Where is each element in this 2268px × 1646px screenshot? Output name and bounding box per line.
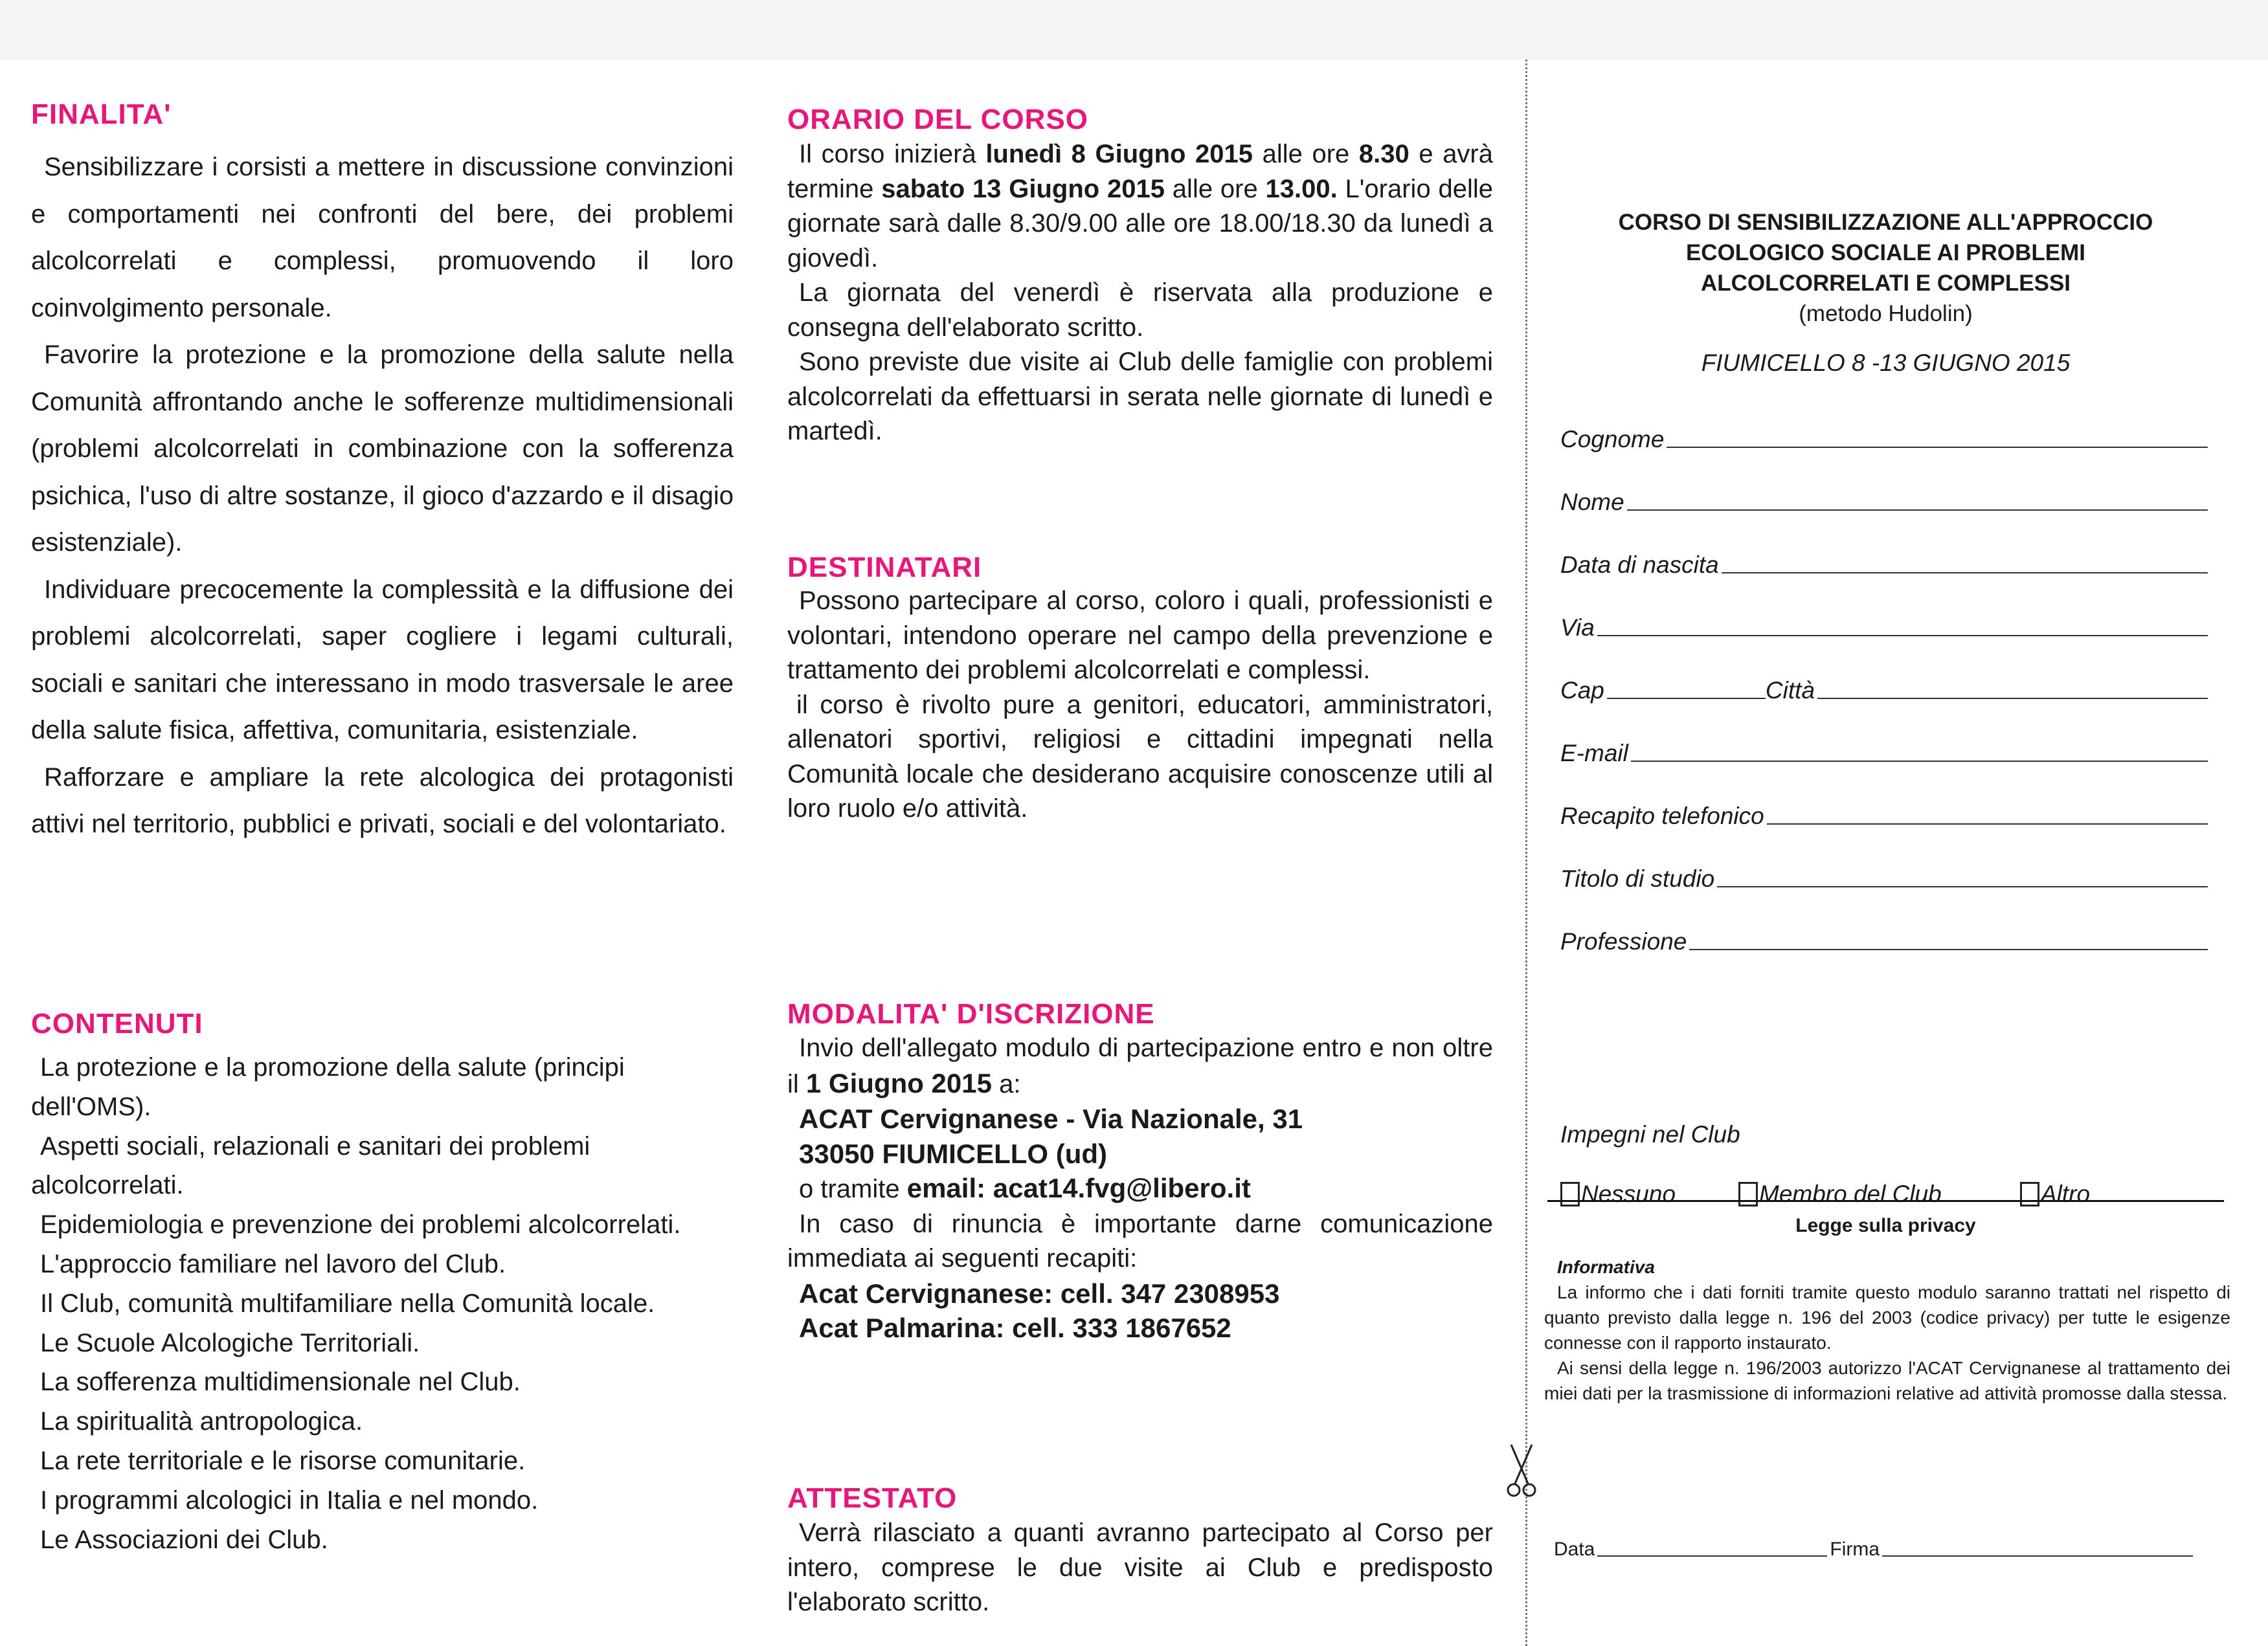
study-title-field[interactable]: [1560, 860, 2208, 893]
form-title-line: CORSO DI SENSIBILIZZAZIONE ALL'APPROCCIO: [1618, 210, 2153, 235]
field-line[interactable]: [1667, 447, 2208, 448]
signature-row: [1554, 1539, 2201, 1561]
checkbox[interactable]: [1738, 1182, 1758, 1207]
list-item: Aspetti sociali, relazionali e sanitari dei problemi alcolcorrelati.: [31, 1131, 590, 1200]
field-label: Titolo di studio: [1560, 865, 1715, 892]
birth-date-field[interactable]: [1560, 546, 2208, 579]
start-time: 8.30: [1358, 140, 1409, 168]
field-label: Cap: [1560, 677, 1604, 704]
form-subtitle: (metodo Hudolin): [1799, 301, 1973, 326]
via-field[interactable]: [1560, 609, 2208, 641]
start-date: lunedì 8 Giugno 2015: [985, 140, 1253, 168]
text: alle ore: [1165, 174, 1266, 203]
text: e avrà termine: [787, 140, 1494, 203]
privacy-paragraph: Ai sensi della legge n. 196/2003 autorizzo l'ACAT Cervignanese al trattamento dei miei dati per la trasmissione di informazioni relative ad attività promosse dalla stessa.: [1544, 1358, 2230, 1403]
field-line[interactable]: [1689, 949, 2208, 950]
finalita-text: [31, 144, 734, 848]
form-title-line: ALCOLCORRELATI E COMPLESSI: [1700, 271, 2071, 296]
text: L'orario delle giornate sarà dalle 8.30/9.00 alle ore 18.00/18.30 da lunedì a giovedì.: [787, 174, 1494, 272]
list-item: Le Associazioni dei Club.: [40, 1525, 328, 1554]
list-item: La spiritualità antropologica.: [40, 1407, 363, 1436]
end-time: 13.00.: [1265, 174, 1338, 203]
contenuti-list: [31, 1048, 734, 1559]
nome-field[interactable]: [1560, 484, 2208, 516]
text: a:: [991, 1069, 1021, 1098]
address-line: ACAT Cervignanese - Via Nazionale, 31: [799, 1104, 1303, 1134]
option-nessuno[interactable]: [1560, 1181, 1676, 1208]
option-membro[interactable]: [1738, 1181, 1942, 1208]
form-date: FIUMICELLO 8 -13 GIUGNO 2015: [1701, 350, 2071, 376]
scissors-icon: [1502, 1443, 1541, 1502]
privacy-text: [1544, 1280, 2230, 1406]
firma-label: Firma: [1830, 1539, 1880, 1560]
address-line: 33050 FIUMICELLO (ud): [799, 1138, 1108, 1169]
finalita-paragraph: Rafforzare e ampliare la rete alcologica dei protagonisti attivi nel territorio, pubblici e privati, sociali e del volontariato.: [31, 762, 734, 838]
email-link[interactable]: email: acat14.fvg@libero.it: [906, 1173, 1251, 1203]
destinatari-paragraph: Possono partecipare al corso, coloro i quali, professionisti e volontari, intendono operare nel campo della prevenzione e trattamento dei problemi alcolcorrelati e complessi.: [787, 586, 1493, 684]
field-label: Data di nascita: [1560, 551, 1719, 578]
field-label: E-mail: [1560, 740, 1628, 766]
list-item: Il Club, comunità multifamiliare nella Comunità locale.: [40, 1289, 655, 1318]
cognome-field[interactable]: [1560, 421, 2208, 453]
form-title-line: ECOLOGICO SOCIALE AI PROBLEMI: [1685, 240, 2086, 265]
phone-field[interactable]: [1560, 797, 2208, 830]
text: o tramite: [799, 1175, 907, 1203]
field-line[interactable]: [1767, 823, 2208, 825]
modalita-paragraph: [787, 1031, 1493, 1102]
field-label: Professione: [1560, 928, 1687, 955]
attestato-text: Verrà rilasciato a quanti avranno partecipato al Corso per intero, comprese le due visite ai Club e predisposto l'elaborato scritto.: [787, 1518, 1493, 1616]
list-item: Le Scuole Alcologiche Territoriali.: [40, 1328, 420, 1357]
privacy-paragraph: La informo che i dati forniti tramite questo modulo saranno trattati nel rispetto di quanto previsto dalla legge n. 196 del 2003 (codice privacy) per tutte le esigenze connesse con il rapporto instaurato.: [1544, 1282, 2230, 1353]
field-label: Nome: [1560, 489, 1624, 515]
field-line[interactable]: [1597, 635, 2208, 636]
finalita-heading: FINALITA': [31, 98, 172, 130]
text: alle ore: [1253, 140, 1359, 168]
deadline-date: 1 Giugno 2015: [805, 1067, 992, 1098]
rinuncia-paragraph: In caso di rinuncia è importante darne comunicazione immediata ai seguenti recapiti:: [787, 1209, 1493, 1273]
option-label: Altro: [2041, 1181, 2091, 1207]
contenuti-heading: CONTENUTI: [31, 1008, 203, 1040]
modalita-heading: MODALITA' D'ISCRIZIONE: [787, 998, 1155, 1030]
contact-line: Acat Cervignanese: cell. 347 2308953: [799, 1278, 1280, 1309]
field-line[interactable]: [1722, 572, 2208, 573]
attestato-heading: ATTESTATO: [787, 1482, 958, 1514]
email-line: [787, 1171, 1493, 1207]
list-item: L'approccio familiare nel lavoro del Club.: [40, 1249, 506, 1278]
destinatari-text: [787, 584, 1493, 827]
finalita-paragraph: Individuare precocemente la complessità e la diffusione dei problemi alcolcorrelati, saper cogliere i legami culturali, sociali e sanitari che interessano in modo trasversale le aree della salute fisica, affettiva, comunitaria, esistenziale.: [31, 575, 734, 744]
contact-line: Acat Palmarina: cell. 333 1867652: [799, 1313, 1231, 1343]
informativa-label: Informativa: [1557, 1257, 1655, 1277]
cut-line: [1525, 60, 1527, 1646]
option-label: Membro del Club: [1759, 1181, 1942, 1207]
option-label: Nessuno: [1581, 1181, 1676, 1207]
field-label: Recapito telefonico: [1560, 803, 1764, 829]
profession-field[interactable]: [1560, 923, 2208, 955]
finalita-paragraph: Favorire la protezione e la promozione della salute nella Comunità affrontando anche le sofferenze multidimensionali (problemi alcolcorrelati in combinazione con la sofferenza psichica, l'uso di altre sostanze, il gioco d'azzardo e il disagio esistenziale).: [31, 340, 734, 557]
checkbox[interactable]: [2020, 1182, 2039, 1207]
orario-paragraph: Sono previste due visite ai Club delle famiglie con problemi alcolcorrelati da effettuarsi in serata nelle giornate di lunedì e martedì.: [787, 348, 1493, 445]
list-item: I programmi alcologici in Italia e nel mondo.: [40, 1485, 539, 1515]
orario-paragraph: La giornata del venerdì è riservata alla produzione e consegna dell'elaborato scritto.: [787, 278, 1493, 342]
option-altro[interactable]: [2020, 1181, 2090, 1208]
field-label: Cognome: [1560, 426, 1665, 452]
form-header: [1541, 207, 2230, 377]
field-label: Via: [1560, 614, 1595, 641]
list-item: La protezione e la promozione della salute (principi dell'OMS).: [31, 1053, 625, 1121]
impegni-label: Impegni nel Club: [1560, 1121, 1740, 1148]
field-label: Città: [1765, 677, 1815, 704]
cap-line[interactable]: [1607, 698, 1766, 699]
brochure-sheet: [0, 60, 2268, 1646]
orario-heading: ORARIO DEL CORSO: [787, 104, 1089, 135]
finalita-paragraph: Sensibilizzare i corsisti a mettere in discussione convinzioni e comportamenti nei confronti del bere, dei problemi alcolcorrelati e complessi, promuovendo il loro coinvolgimento personale.: [31, 153, 734, 322]
data-line[interactable]: [1597, 1555, 1827, 1557]
text: Il corso inizierà: [799, 140, 986, 168]
cap-citta-field[interactable]: [1560, 672, 2208, 704]
checkbox[interactable]: [1560, 1182, 1580, 1207]
field-line[interactable]: [1627, 509, 2208, 511]
privacy-title: Legge sulla privacy: [1795, 1215, 1976, 1236]
firma-line[interactable]: [1882, 1555, 2193, 1557]
field-line[interactable]: [1717, 886, 2208, 887]
modalita-text: [787, 1031, 1493, 1346]
end-date: sabato 13 Giugno 2015: [881, 174, 1165, 203]
destinatari-heading: DESTINATARI: [787, 551, 982, 583]
list-item: Epidemiologia e prevenzione dei problemi alcolcorrelati.: [40, 1210, 681, 1240]
divider: [1547, 1200, 2224, 1202]
data-label: Data: [1554, 1539, 1595, 1560]
text: Invio dell'allegato modulo di partecipazione entro e non oltre il: [787, 1034, 1493, 1098]
list-item: La sofferenza multidimensionale nel Club.: [40, 1368, 521, 1397]
email-field[interactable]: [1560, 735, 2208, 767]
orario-paragraph: [787, 137, 1493, 276]
list-item: La rete territoriale e le risorse comunitarie.: [40, 1446, 526, 1475]
field-line[interactable]: [1631, 761, 2208, 762]
orario-text: [787, 137, 1493, 449]
destinatari-paragraph: il corso è rivolto pure a genitori, educatori, amministratori, allenatori sportivi, religiosi e cittadini impegnati nella Comunità locale che desiderano acquisire conoscenze utili al loro ruolo e/o attività.: [787, 690, 1493, 823]
citta-line[interactable]: [1817, 698, 2208, 699]
